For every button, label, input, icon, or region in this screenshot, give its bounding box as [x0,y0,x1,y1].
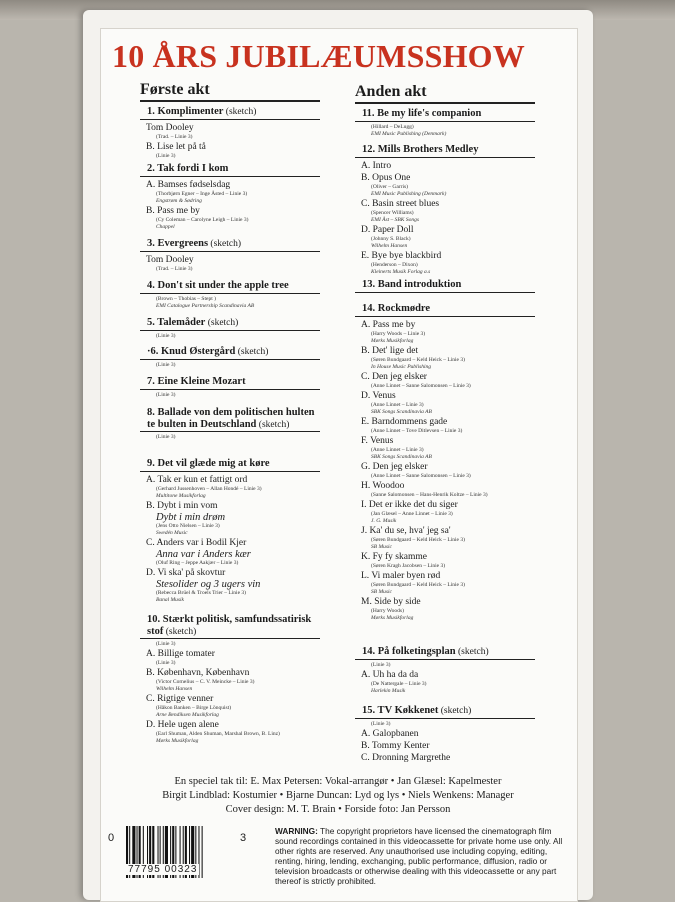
track-title: M. Side by side [361,596,421,607]
section-note: (sketch) [235,347,269,357]
songwriter-credit: (Anne Linnet – Sanne Salomonsen – Linie 3) [371,382,471,389]
track-title: A. Tak er kun et fattigt ord [146,474,248,485]
songwriter-credit: (Anne Linnet – Sanne Salomonsen – Linie 3) [371,472,471,479]
track-title: C. Anders var i Bodil Kjer [146,537,247,548]
section-title: 15. TV Køkkenet [362,705,439,716]
publisher-credit: SB Music [371,588,392,595]
track-title: D. Vi ska' på skovtur [146,567,226,578]
publisher-credit: Harlekin Musik [371,687,406,694]
songwriter-credit: (Anne Linnet – Linie 3) [371,401,424,408]
section-rule [355,718,535,719]
songwriter-credit: (Cy Coleman – Carolyne Leigh – Linie 3) [156,216,249,223]
section-rule [355,316,535,317]
section-title: 14. Rockmødre [362,303,431,314]
songwriter-credit: (De Nattergale – Linie 3) [371,680,427,687]
section-title: 1. Komplimenter [147,106,224,117]
section-rule [140,638,320,639]
songwriter-credit: (Earl Shuman, Alden Shuman, Marshal Brown, B. Linz) [156,731,280,738]
track-title: H. Woodoo [361,480,405,491]
section-rule [140,359,320,360]
track-title: D. Venus [361,390,396,401]
songwriter-credit: (Linie 3) [156,660,176,667]
track-title: G. Den jeg elsker [361,461,428,472]
act-rule [355,102,535,104]
section-rule [140,389,320,390]
barcode-right-digit: 3 [240,832,247,844]
songwriter-credit: (Hillard – DeLugg) [371,123,414,130]
section-title: 10. Stærkt politisk, samfundssatirisk stof [147,614,312,637]
section-rule [355,157,535,158]
publisher-credit: Swedén Music [156,529,188,536]
songwriter-credit: (Håkon Banken – Birge Lönquist) [156,705,232,712]
publisher-credit: Mørks Musikforlag [371,337,414,344]
track-title: B. København, København [146,668,250,679]
credits-line: Birgit Lindblad: Kostumier • Bjarne Duncan: Lyd og lys • Niels Wenkens: Manager [162,790,514,801]
section-title: 9. Det vil glæde mig at køre [147,458,270,469]
publisher-credit: Engstrøm & Sødring [156,197,202,204]
section-note: (sketch) [455,647,489,657]
section-heading [362,144,532,156]
publisher-credit: Multitone Musikforlag [156,492,206,499]
songwriter-credit: (Linie 3) [156,434,176,441]
section-title: 5. Talemåder [147,317,206,328]
warning-text: The copyright proprietors have licensed the cinematograph film sound recordings contained in this videocassette for private home use only. All other rights are reserved. Any unauthorised use including copying, editing, renting, hiring, lending, exchanging, public performance, diffusion, radio or television broadcasts or otherwise dealing with this videocassette or any part thereof is strictly prohibited. [275,826,563,886]
section-heading [147,376,317,388]
warning-label: WARNING: [275,826,318,836]
track-title: A. Bamses fødselsdag [146,179,231,190]
publisher-credit: SB Music [371,543,392,550]
songwriter-credit: (Trad. – Linie 3) [156,265,193,272]
section-rule [355,292,535,293]
publisher-credit: EMI Music Publishing (Denmark) [371,130,447,137]
section-heading [147,163,317,175]
track-subtitle: Stesolider og 3 ugers vin [156,578,261,590]
songwriter-credit: (Trad. – Linie 3) [156,133,193,140]
section-title: 14. På folketingsplan [362,646,456,657]
publisher-credit: Wilhelm Hansen [156,686,193,693]
track-title: B. Opus One [361,172,411,183]
section-rule [140,293,320,294]
publisher-credit: EMI Catalogue Partnership Scandinavia AB [156,302,255,309]
track-title: A. Uh ha da da [361,669,419,680]
track-title: K. Fy fy skamme [361,551,427,562]
track-title: L. Vi maler byen rød [361,570,441,581]
songwriter-credit: (Spencer Williams) [371,209,414,216]
publisher-credit: Mørks Musikforlag [156,738,199,745]
section-heading [147,106,317,118]
section-note: (sketch) [256,419,290,430]
publisher-credit: J. G. Musik [371,517,397,524]
section-rule [140,119,320,120]
songwriter-credit: (Gerhard Jussenhoven – Allan Hondé – Linie 3) [156,485,262,492]
section-note: (sketch) [163,626,197,637]
track-title: B. Tommy Kenter [361,740,430,751]
section-rule [140,251,320,252]
publisher-credit: EMI Åst – SBK Songs [371,216,419,223]
section-note: (sketch) [438,706,472,716]
songwriter-credit: (Søren Bundgaard – Keld Heick – Linie 3) [371,356,465,363]
songwriter-credit: (Henderson – Dixon) [371,261,418,268]
barcode-bar [202,826,203,878]
track-title: C. Den jeg elsker [361,371,427,382]
copyright-warning [275,827,575,887]
section-heading [362,705,532,717]
section-note: (sketch) [208,239,242,249]
track-title: B. Dybt i min vom [146,500,218,511]
songwriter-credit: (Linie 3) [156,361,176,368]
track-title: C. Dronning Margrethe [361,752,451,763]
track-title: E. Bye bye blackbird [361,250,442,261]
section-heading [147,238,317,250]
section-heading [362,646,532,658]
act-heading-first: Første akt [140,81,210,98]
track-title: B. Det' lige det [361,345,419,356]
publisher-credit: SBK Songs Scandinavia AB [371,408,432,415]
track-title: Tom Dooley [146,122,194,133]
songwriter-credit: (Harry Woods – Linie 3) [371,330,426,337]
section-rule [140,431,320,432]
section-title: 8. Ballade von dem politischen hulten te bulten in Deutschland [147,407,315,430]
track-title: Tom Dooley [146,254,194,265]
section-title: ·6. Knud Østergård [147,346,236,357]
section-title: 2. Tak fordi I kom [147,163,229,174]
page-title: 10 ÅRS JUBILÆUMSSHOW [112,38,525,74]
section-title: 12. Mills Brothers Medley [362,144,479,155]
songwriter-credit: (Linie 3) [156,152,176,159]
section-heading [147,614,317,637]
track-title: F. Venus [361,435,394,446]
songwriter-credit: (Linie 3) [371,720,391,727]
songwriter-credit: (Linie 3) [156,391,176,398]
section-rule [140,330,320,331]
section-heading [147,317,317,329]
section-heading [362,303,532,315]
publisher-credit: Banal Musik [156,596,184,603]
songwriter-credit: (Brown – Thobias – Stept ) [156,295,216,302]
barcode-left-digit: 0 [108,832,115,844]
songwriter-credit: (Anne Linnet – Tove Ditlevsen – Linie 3) [371,427,463,434]
songwriter-credit: (Oliver – Garris) [371,183,408,190]
publisher-credit: Kleinerts Musik Forlag a.s [371,268,431,275]
songwriter-credit: (Søren Bundgaard – Keld Heick – Linie 3) [371,581,465,588]
track-title: A. Pass me by [361,319,416,330]
act-rule [140,100,320,102]
section-title: 13. Band introduktion [362,279,462,290]
track-title: A. Intro [361,160,392,171]
section-rule [355,659,535,660]
track-title: E. Barndommens gade [361,416,448,427]
track-title: D. Hele ugen alene [146,720,219,731]
songwriter-credit: (Johnny S. Black) [371,235,411,242]
section-heading [147,407,317,430]
section-rule [355,121,535,122]
track-title: B. Lise let på tå [146,141,206,152]
publisher-credit: SBK Songs Scandinavia AB [371,453,432,460]
section-title: 4. Don't sit under the apple tree [147,280,289,291]
section-note: (sketch) [205,318,239,328]
section-heading [147,458,317,470]
track-subtitle: Dybt i min drøm [156,511,226,523]
credits-line: Cover design: M. T. Brain • Forside foto: Jan Persson [225,804,451,815]
track-title: D. Paper Doll [361,224,414,235]
track-title: I. Det er ikke det du siger [361,499,458,510]
section-rule [140,176,320,177]
publisher-credit: EMI Music Publishing (Denmark) [371,190,447,197]
publisher-credit: Arne Bendiksen Musikforlag [156,712,219,719]
songwriter-credit: (Anne Linnet – Linie 3) [371,446,424,453]
section-title: 11. Be my life's companion [362,108,482,119]
songwriter-credit: (Linie 3) [371,661,391,668]
songwriter-credit: (Søren Bundgaard – Keld Heick – Linie 3) [371,536,465,543]
publisher-credit: Wilhelm Hansen [371,242,408,249]
section-heading [147,280,317,292]
songwriter-credit: (Harry Woods) [371,607,404,614]
songwriter-credit: (Oluf Ring – Jeppe Aakjær – Linie 3) [156,559,239,566]
section-title: 7. Eine Kleine Mozart [147,376,246,387]
songwriter-credit: (Victor Cornelius – C. V. Meincke – Linie 3) [156,679,255,686]
track-title: C. Basin street blues [361,198,440,209]
credits-line: En speciel tak til: E. Max Petersen: Vokal-arrangør • Jan Glæsel: Kapelmester [174,776,502,787]
songwriter-credit: (Søren Kragh Jacobsen – Linie 3) [371,562,446,569]
songwriter-credit: (Linie 3) [156,332,176,339]
songwriter-credit: (Thorbjørn Egner – Inge Åsted – Linie 3) [156,190,248,197]
section-heading [147,346,317,358]
songwriter-credit: (Jens Otto Nielsen – Linie 3) [156,522,220,529]
track-title: A. Galopbanen [361,728,419,739]
publisher-credit: Chappel [156,223,175,230]
songwriter-credit: (Rebecca Brüel & Troels Trier – Linie 3) [156,589,246,596]
act-heading-second: Anden akt [355,83,427,100]
songwriter-credit: (Jan Glæsel – Anne Linnet – Linie 3) [371,510,453,517]
section-title: 3. Evergreens [147,238,209,249]
track-title: A. Billige tomater [146,649,215,660]
track-title: C. Rigtige venner [146,694,214,705]
publisher-credit: In House Music Publishing [371,363,432,370]
section-rule [140,471,320,472]
track-title: B. Pass me by [146,205,200,216]
track-title: J. Ka' du se, hva' jeg sa' [361,525,451,536]
section-heading [362,108,532,120]
track-subtitle: Anna var i Anders kær [156,548,251,560]
barcode-number: 77795 00323 [128,864,198,875]
songwriter-credit: (Linie 3) [156,641,176,648]
songwriter-credit: (Sanne Salomonsen – Hans-Henrik Koltze – Linie 3) [371,491,488,498]
publisher-credit: Mørks Musikforlag [371,614,414,621]
section-note: (sketch) [223,107,257,117]
section-heading [362,279,532,291]
